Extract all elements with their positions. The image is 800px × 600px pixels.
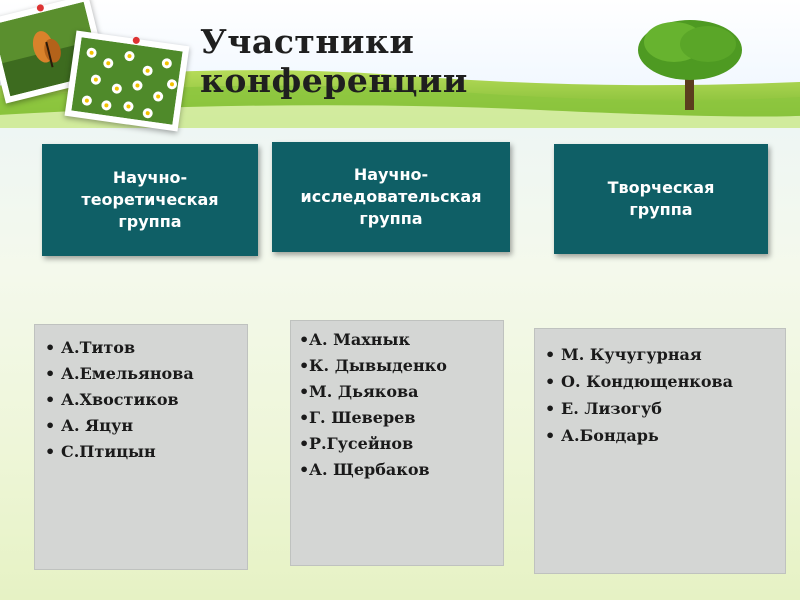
member-name: А.Емельянова	[61, 364, 194, 383]
bullet-icon: •	[45, 390, 56, 409]
bullet-icon: •	[45, 338, 56, 357]
list-item	[299, 327, 503, 353]
list-item	[299, 457, 503, 483]
member-name: А. Яцун	[61, 416, 134, 435]
list-item	[45, 439, 247, 465]
list-item	[299, 353, 503, 379]
member-name: О. Кондющенкова	[561, 372, 733, 391]
list-item	[299, 379, 503, 405]
bullet-icon: •	[299, 382, 310, 401]
group-header-research	[272, 142, 510, 252]
member-name: С.Птицын	[61, 442, 156, 461]
member-name: М. Кучугурная	[561, 345, 702, 364]
bullet-icon: •	[45, 416, 56, 435]
bullet-icon: •	[545, 372, 556, 391]
bullet-icon: •	[545, 426, 556, 445]
daisies-icon	[71, 37, 182, 124]
member-name: Е. Лизогуб	[561, 399, 662, 418]
bullet-icon: •	[45, 442, 56, 461]
member-name: А. Махнык	[309, 330, 411, 349]
list-item	[545, 341, 785, 368]
list-item	[545, 395, 785, 422]
members-list-research	[290, 320, 504, 566]
list-item	[45, 413, 247, 439]
group-header-label: Научно- исследовательская группа	[300, 165, 482, 228]
member-name: М. Дьякова	[309, 382, 419, 401]
bullet-icon: •	[299, 408, 310, 427]
member-name: А.Бондарь	[561, 426, 659, 445]
bullet-icon: •	[45, 364, 56, 383]
member-name: Г. Шеверев	[309, 408, 416, 427]
bullet-icon: •	[299, 434, 310, 453]
member-name: А.Титов	[61, 338, 136, 357]
bullet-icon: •	[299, 356, 310, 375]
page-title: Участники конференции	[200, 22, 468, 100]
list-item	[545, 368, 785, 395]
bullet-icon: •	[299, 330, 310, 349]
member-name: А.Хвостиков	[61, 390, 179, 409]
list-item	[545, 422, 785, 449]
list-item	[299, 405, 503, 431]
members-list-theoretical	[34, 324, 248, 570]
bullet-icon: •	[299, 460, 310, 479]
pin-icon	[132, 36, 140, 44]
bullet-icon: •	[545, 399, 556, 418]
group-header-creative	[554, 144, 768, 254]
list-item	[45, 387, 247, 413]
member-name: А. Щербаков	[309, 460, 430, 479]
group-header-theoretical	[42, 144, 258, 256]
list-item	[45, 335, 247, 361]
daisies-photo	[65, 30, 190, 131]
member-name: Р.Гусейнов	[309, 434, 414, 453]
list-item	[45, 361, 247, 387]
bullet-icon: •	[545, 345, 556, 364]
members-list-creative	[534, 328, 786, 574]
group-header-label: Научно- теоретическая группа	[81, 168, 219, 231]
member-name: К. Дывыденко	[309, 356, 447, 375]
list-item	[299, 431, 503, 457]
group-header-label: Творческая группа	[607, 178, 715, 219]
